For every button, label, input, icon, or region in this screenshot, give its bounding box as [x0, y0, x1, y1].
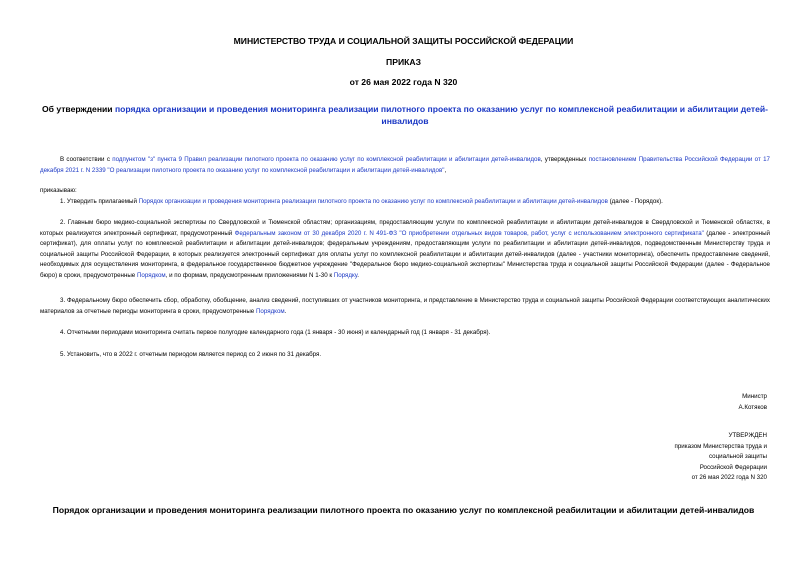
item-1-tail: (далее - Порядок). — [607, 198, 663, 205]
preamble-text-2: , утвержденных — [540, 156, 589, 163]
item-2-text: 2. Главным бюро медико-социальной экспертизы по Свердловской и Тюменской областям; организациям, предоставляющим услуги по комплексной реабилитации и абилитации детей-инвалидов в Свердловской и Тюменской областях, в которых реализуется электронный сертификат, предусмотренный — [40, 219, 770, 237]
item-4: 4. Отчетными периодами мониторинга считать первое полугодие календарного года (1 января - 30 июня) и календарный год (1 января - 31 декабря). — [60, 329, 491, 336]
government-decree-link[interactable]: постановлением Правительства Российской Федерации от 17 декабря 2021 г. N 2339 "О реализации пилотного проекта по оказанию услуг по комплексной реабилитации и абилитации детей-инвалидов" — [40, 156, 770, 174]
procedure-link-3[interactable]: Порядку — [333, 271, 358, 279]
preamble — [40, 155, 770, 176]
order-title-link[interactable]: порядка организации и проведения мониторинга реализации пилотного проекта по оказанию услуг по комплексной реабилитации и абилитации детей-инвалидов — [114, 104, 769, 126]
ministry-heading: МИНИСТЕРСТВО ТРУДА И СОЦИАЛЬНОЙ ЗАЩИТЫ РОССИЙСКОЙ ФЕДЕРАЦИИ — [233, 36, 574, 46]
item-1-text: 1. Утвердить прилагаемый — [60, 198, 139, 205]
approval-block — [675, 431, 768, 484]
rules-link[interactable]: подпунктом "з" пункта 9 Правил реализации пилотного проекта по оказанию услуг по комплексной реабилитации и абилитации детей-инвалидов — [112, 156, 541, 163]
annex-title: Порядок организации и проведения мониторинга реализации пилотного проекта по оказанию услуг по комплексной реабилитации и абилитации детей-инвалидов — [52, 505, 755, 515]
item-3-tail: . — [284, 307, 287, 315]
item-2-text-d: . — [357, 271, 359, 279]
signature-block — [739, 392, 767, 413]
doc-type: ПРИКАЗ — [386, 57, 421, 67]
signature-name: А.Котяков — [738, 403, 767, 411]
preamble-text-3: , — [444, 166, 447, 174]
approval-line-5: от 26 мая 2022 года N 320 — [691, 474, 767, 482]
doc-date-number: от 26 мая 2022 года N 320 — [349, 77, 458, 87]
approval-line-4: Российской Федерации — [699, 463, 767, 471]
approval-line-3: социальной защиты — [708, 453, 767, 461]
item-2-text-b: (далее - электронный сертификат), для оплаты услуг по комплексной реабилитации и абилитации детей-инвалидов; федеральным учреждениям, предоставляющим услуги по реабилитации и абилитации детей-инвалидов, подведомственным Министерству труда и социальной защиты Российской Федерации, в которых реализуется электронный сертификат для оплаты услуг по комплексной реабилитации и абилитации детей-инвалидов (далее - участники мониторинга), обеспечить предоставление сведений, необходимых для осуществления мониторинга, в федеральное государственное бюджетное учреждение "Федеральное бюро медико-социальной экспертизы" Министерства труда и социальной защиты Российской Федерации (далее - Федеральное бюро) в сроки, предусмотренные — [40, 229, 770, 279]
item-2-text-c: , и по формам, предусмотренным приложениями N 1-30 к — [165, 271, 334, 279]
item-3 — [40, 296, 770, 317]
item-3-text: 3. Федеральному бюро обеспечить сбор, обработку, обобщение, анализ сведений, поступивших от участников мониторинга, и представление в Министерство труда и социальной защиты Российской Федерации соответствующих аналитических материалов за отчетные периоды мониторинга в сроки, предусмотренные — [40, 297, 770, 315]
procedure-link[interactable]: Порядок организации и проведения мониторинга реализации пилотного проекта по оказанию услуг по комплексной реабилитации и абилитации детей-инвалидов — [138, 198, 608, 205]
signature-position: Министр — [742, 393, 767, 400]
item-1 — [40, 197, 770, 208]
federal-law-link[interactable]: Федеральным законом от 30 декабря 2020 г. N 491-ФЗ "О приобретении отдельных видов товаров, работ, услуг с использованием электронного сертификата" — [234, 229, 704, 237]
order-title — [40, 103, 770, 127]
order-title-prefix: Об утверждении — [41, 104, 115, 114]
item-5: 5. Установить, что в 2022 г. отчетным периодом является период со 2 июня по 31 декабря. — [60, 351, 322, 358]
order-word: приказываю: — [40, 187, 77, 194]
approval-line-1: УТВЕРЖДЕН — [728, 432, 767, 439]
procedure-link-2[interactable]: Порядком — [136, 271, 166, 279]
item-2 — [40, 218, 770, 282]
procedure-link-4[interactable]: Порядком — [255, 307, 285, 315]
preamble-text-1: В соответствии с — [60, 156, 113, 163]
approval-line-2: приказом Министерства труда и — [674, 442, 767, 450]
